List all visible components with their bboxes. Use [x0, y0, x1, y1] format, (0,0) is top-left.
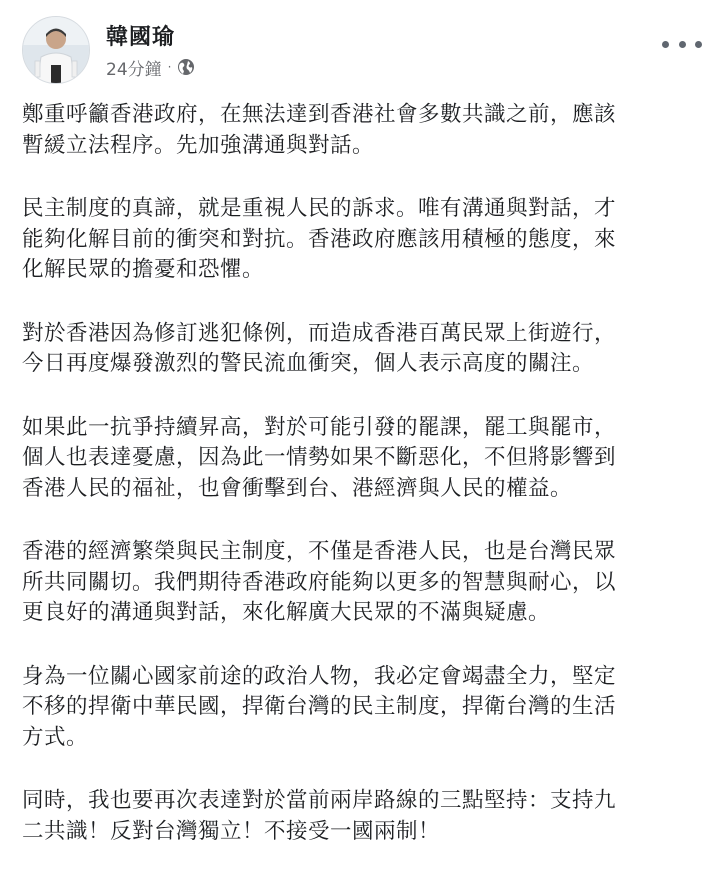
post-paragraph — [22, 786, 702, 847]
paragraph-line: 香港的經濟繁榮與民主制度，不僅是香港人民，也是台灣民眾 — [22, 539, 617, 564]
post-paragraph — [22, 537, 702, 629]
paragraph-line: 同時，我也要再次表達對於當前兩岸路線的三點堅持：支持九 — [22, 788, 617, 813]
paragraph-line: 身為一位關心國家前途的政治人物，我必定會竭盡全力，堅定 — [22, 663, 617, 689]
post-meta — [106, 56, 195, 78]
post-header — [22, 16, 702, 90]
post-paragraph — [22, 319, 702, 380]
more-dot — [695, 41, 702, 48]
post-body — [22, 100, 702, 880]
paragraph-line: 鄭重呼籲香港政府，在無法達到香港社會多數共識之前，應該 — [22, 102, 617, 127]
paragraph-line: 所共同關切。我們期待香港政府能夠以更多的智慧與耐心，以 — [22, 569, 617, 595]
paragraph-line: 個人也表達憂慮，因為此一情勢如果不斷惡化，不但將影響到 — [22, 445, 617, 470]
paragraph-line: 民主制度的真諦，就是重視人民的訴求。唯有溝通與對話，才 — [22, 196, 617, 221]
paragraph-line: 對於香港因為修訂逃犯條例，而造成香港百萬民眾上街遊行， — [22, 320, 617, 346]
paragraph-line: 化解民眾的擔憂和恐懼。 — [22, 257, 265, 282]
paragraph-line: 方式。 — [22, 724, 89, 750]
avatar-photo — [23, 17, 89, 83]
paragraph-line: 如果此一抗爭持續昇高，對於可能引發的罷課，罷工與罷市， — [22, 414, 617, 440]
author-name[interactable]: 韓國瑜 — [106, 25, 176, 50]
more-options-icon[interactable] — [662, 34, 702, 54]
post-paragraph — [22, 413, 702, 505]
paragraph-line: 暫緩立法程序。先加強溝通與對話。 — [22, 132, 375, 158]
post-timestamp[interactable]: 24分鐘 — [106, 59, 162, 80]
meta-separator: · — [167, 60, 172, 74]
post-paragraph — [22, 662, 702, 754]
paragraph-line: 不移的捍衛中華民國，捍衛台灣的民主制度，捍衛台灣的生活 — [22, 694, 617, 719]
paragraph-line: 香港人民的福祉，也會衝擊到台、港經濟與人民的權益。 — [22, 475, 573, 501]
paragraph-line: 今日再度爆發激烈的警民流血衝突，個人表示高度的關注。 — [22, 351, 595, 376]
globe-icon[interactable] — [177, 58, 195, 76]
post-paragraph — [22, 194, 702, 286]
paragraph-line: 更良好的溝通與對話，來化解廣大民眾的不滿與疑慮。 — [22, 600, 551, 625]
post-paragraph — [22, 100, 702, 161]
more-dot — [662, 41, 669, 48]
more-dot — [679, 41, 686, 48]
avatar[interactable] — [22, 16, 90, 84]
paragraph-line: 能夠化解目前的衝突和對抗。香港政府應該用積極的態度，來 — [22, 226, 617, 252]
paragraph-line: 二共識！反對台灣獨立！不接受一國兩制！ — [22, 818, 441, 844]
